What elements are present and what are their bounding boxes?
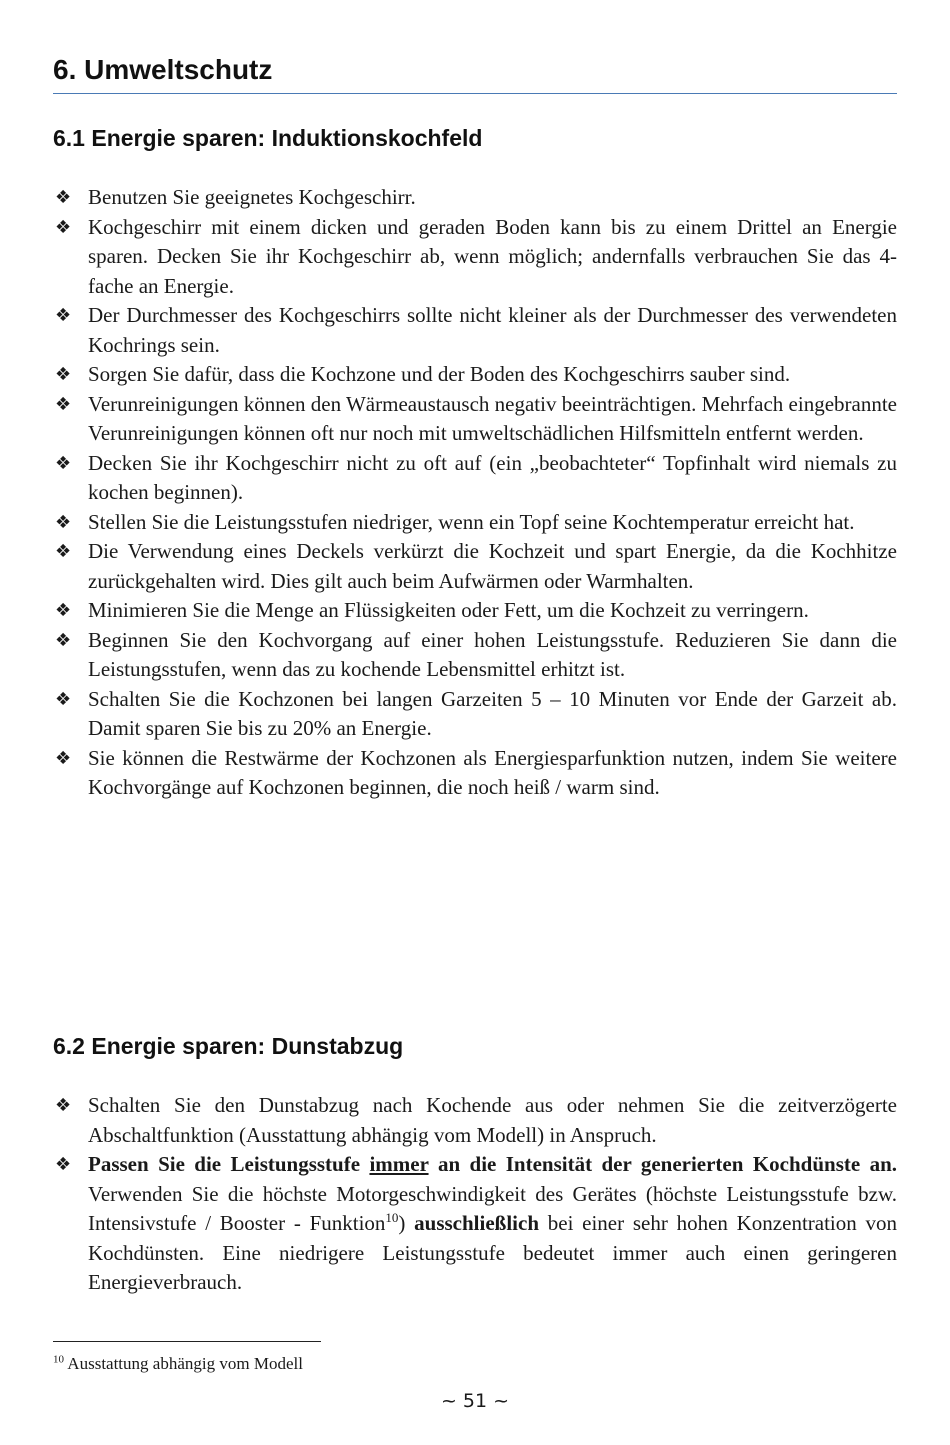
bullet-icon: ❖ [55, 305, 72, 326]
footnote-number: 10 [53, 1353, 64, 1366]
list-item: ❖ Die Verwendung eines Deckels verkürzt die Kochzeit und spart Energie, da die Kochhitze zurückgehalten wird. Dies gilt auch beim Aufwärmen oder Warmhalten. [55, 539, 897, 593]
footnote-text: Ausstattung abhängig vom Modell [64, 1354, 303, 1373]
footnote-reference: 10 [385, 1210, 399, 1225]
bullet-icon: ❖ [55, 187, 72, 208]
heading-divider [53, 93, 897, 94]
bullet-icon: ❖ [55, 452, 72, 474]
bullet-icon: ❖ [55, 600, 72, 621]
bullet-icon: ❖ [55, 393, 72, 415]
bullet-icon: ❖ [55, 541, 72, 562]
footnote-divider [53, 1341, 321, 1342]
bullet-icon: ❖ [55, 511, 72, 533]
bullet-icon: ❖ [55, 364, 72, 385]
footnote [53, 1353, 897, 1375]
list-item [53, 1150, 897, 1298]
bullet-icon: ❖ [55, 216, 72, 238]
list-item: ❖ Schalten Sie die Kochzonen bei langen Garzeiten 5 – 10 Minuten vor Ende der Garzeit ab. Damit sparen Sie bis zu 20% an Energie. [55, 686, 897, 740]
list-item: ❖ Verunreinigungen können den Wärmeaustausch negativ beeinträchtigen. Mehrfach eingebrannte Verunreinigungen können oft nur noch mit umweltschädlichen Hilfsmitteln entfernt werden. [55, 391, 897, 445]
list-item: ❖ Sie können die Restwärme der Kochzonen als Energiesparfunktion nutzen, indem Sie weitere Kochvorgänge auf Kochzonen beginnen, die noch heiß / warm sind. [55, 745, 897, 799]
section-heading-6-1: 6.1 Energie sparen: Induktionskochfeld [53, 125, 483, 151]
list-item: ❖ Stellen Sie die Leistungsstufen niedriger, wenn ein Topf seine Kochtemperatur erreicht hat. [53, 508, 897, 538]
bullet-icon: ❖ [55, 629, 72, 651]
bullet-icon: ❖ [55, 1154, 72, 1175]
section-6-1-list [53, 183, 897, 803]
bullet-icon: ❖ [55, 747, 72, 769]
bullet-icon: ❖ [55, 1095, 72, 1116]
list-item: ❖ Schalten Sie den Dunstabzug nach Kochende aus oder nehmen Sie die zeitverzögerte Abschaltfunktion (Ausstattung abhängig vom Modell) in Anspruch. [55, 1093, 897, 1147]
bullet-icon: ❖ [55, 688, 72, 710]
list-item: ❖ Der Durchmesser des Kochgeschirrs sollte nicht kleiner als der Durchmesser des verwendeten Kochrings sein. [55, 303, 897, 357]
list-item-text: Passen Sie die Leistungsstufe immer an die Intensität der generierten Kochdünste an. Verwenden Sie die höchste Motorgeschwindigkeit des Gerätes (höchste Leistungsstufe bzw. Intensivstufe / Booster - Funktion$^{10}$) ausschließlich bei einer sehr hohen Konzentration von Kochdünsten. Eine niedrigere Leistungsstufe bedeutet immer auch einen geringeren Energieverbrauch. [88, 1152, 898, 1294]
list-item: ❖ Decken Sie ihr Kochgeschirr nicht zu oft auf (ein „beobachteter“ Topfinhalt wird niemals zu kochen beginnen). [55, 450, 897, 504]
section-6-2-list [53, 1091, 897, 1298]
chapter-heading: 6. Umweltschutz [53, 54, 273, 85]
section-heading-6-2: 6.2 Energie sparen: Dunstabzug [53, 1033, 404, 1059]
list-item: ❖ Sorgen Sie dafür, dass die Kochzone und der Boden des Kochgeschirrs sauber sind. [53, 360, 897, 390]
list-item: ❖ Benutzen Sie geeignetes Kochgeschirr. [53, 183, 897, 213]
list-item: ❖ Beginnen Sie den Kochvorgang auf einer hohen Leistungsstufe. Reduzieren Sie dann die Leistungsstufen, wenn das zu kochende Lebensmittel erhitzt ist. [55, 627, 897, 681]
list-item: ❖ Kochgeschirr mit einem dicken und geraden Boden kann bis zu einem Drittel an Energie sparen. Decken Sie ihr Kochgeschirr ab, wenn möglich; andernfalls verbrauchen Sie das 4-fache an Energie. [55, 214, 897, 298]
emphasis-immer: immer [369, 1152, 429, 1176]
page-number: ~ 51 ~ [440, 1390, 510, 1412]
list-item: ❖ Minimieren Sie die Menge an Flüssigkeiten oder Fett, um die Kochzeit zu verringern. [53, 596, 897, 626]
